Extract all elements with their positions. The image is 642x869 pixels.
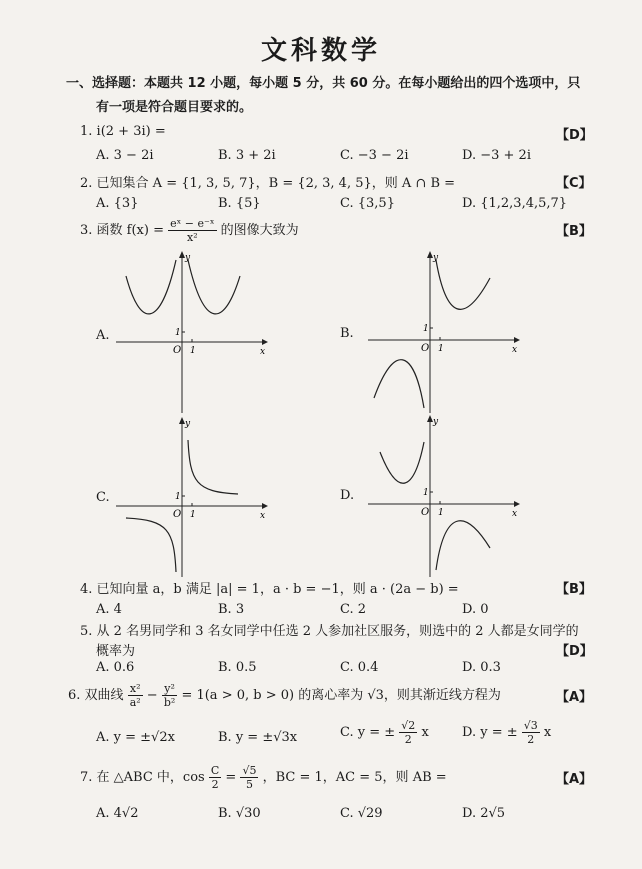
q6-option-c-post: x [421,725,429,740]
q6-fraction-x-den: a² [129,696,141,709]
q7-fraction-root-num: √5 [242,764,257,777]
q7-answer: 【A】 [556,772,593,787]
q3-fraction [168,217,216,244]
tick-x-label: 1 [190,510,196,520]
origin-label: O [421,507,430,518]
tick-x-label: 1 [438,344,444,354]
q2-option-d: D. {1,2,3,4,5,7} [462,196,568,211]
q6-option-c-pre: C. y = ± [340,725,396,740]
q5-stem: 5. 从 2 名男同学和 3 名女同学中任选 2 人参加社区服务，则选中的 2 人都是女同学的 [80,624,579,639]
section-heading-cont: 有一项是符合题目要求的。 [96,100,253,115]
q7-stem [80,762,447,794]
q6-option-d-fraction [522,719,540,746]
tick-y-label: 1 [175,492,181,502]
q3-label-a: A. [96,328,110,343]
axis-y-label: y [185,253,191,263]
q7-option-c: C. √29 [340,806,383,821]
q6-minus: − [146,688,158,703]
q7-fraction-c-den: 2 [211,778,219,791]
q6-answer: 【A】 [556,690,593,705]
q5-stem-cont: 概率为 [96,644,136,659]
q1-option-d: D. −3 + 2i [462,148,531,163]
q2-stem: 2. 已知集合 A = {1, 3, 5, 7}，B = {2, 3, 4, 5}，则 A ∩ B = [80,176,456,191]
q5-option-a: A. 0.6 [96,660,135,675]
q1-option-a: A. 3 − 2i [96,148,154,163]
q6-option-d-num: √3 [523,719,538,732]
q5-option-b: B. 0.5 [218,660,257,675]
q6-stem [68,680,501,712]
q3-graph-a [112,248,272,418]
axis-y-label: y [433,253,439,263]
q6-option-c-num: √2 [401,719,416,732]
q6-fraction-y-num: y² [162,682,177,696]
tick-y-label: 1 [423,324,429,334]
q4-option-a: A. 4 [96,602,122,617]
q6-fraction-x-num: x² [128,682,143,696]
q7-equals: = [225,770,237,785]
q6-option-d-post: x [543,725,552,740]
q3-graph-c [112,412,272,582]
q5-option-d: D. 0.3 [462,660,501,675]
q2-option-b: B. {5} [218,196,261,211]
q3-graph-d [364,412,524,582]
axis-x-label: x [512,345,518,355]
q3-label-d: D. [340,488,355,503]
q1-option-c: C. −3 − 2i [340,148,409,163]
tick-y-label: 1 [175,328,181,338]
q5-option-c: C. 0.4 [340,660,379,675]
tick-y-label: 1 [423,488,429,498]
q5-answer: 【D】 [556,644,593,659]
q7-fraction-root-den: 5 [245,778,253,791]
axis-x-label: x [260,511,266,521]
q3-fraction-numerator: eˣ − e⁻ˣ [170,217,215,230]
q3-fraction-denominator: x² [187,231,198,244]
axis-x-label: x [260,347,266,357]
q4-option-c: C. 2 [340,602,367,617]
q6-option-b: B. y = ±√3x [218,730,298,745]
q6-fraction-y-den: b² [163,696,176,709]
axis-y-label: y [185,419,191,429]
q7-fraction-c [209,764,221,791]
q3-stem [80,216,299,246]
q6-option-d-den: 2 [527,733,535,746]
q2-option-a: A. {3} [96,196,139,211]
q7-fraction-c-num: C [210,764,220,777]
q1-answer: 【D】 [556,128,593,143]
tick-x-label: 1 [190,346,196,356]
q3-stem-pre: 3. 函数 f(x) = [80,223,164,238]
q6-fraction-y [162,682,177,709]
q3-graph-b [364,248,524,418]
q3-stem-post: 的图像大致为 [220,223,299,238]
q7-stem-pre: 7. 在 △ABC 中，cos [80,770,205,785]
q3-answer: 【B】 [556,224,592,239]
page-title: 文科数学 [260,36,381,66]
q7-option-b: B. √30 [218,806,261,821]
q6-stem-post: = 1(a > 0, b > 0) 的离心率为 √3，则其渐近线方程为 [181,688,501,703]
q6-option-c-fraction [399,719,417,746]
q7-option-a: A. 4√2 [96,806,139,821]
q3-label-b: B. [340,326,354,341]
q4-answer: 【B】 [556,582,592,597]
origin-label: O [173,509,182,520]
q4-stem: 4. 已知向量 a，b 满足 |a| = 1，a · b = −1，则 a · (2a − b) = [80,582,459,597]
origin-label: O [173,345,182,356]
tick-x-label: 1 [438,508,444,518]
origin-label: O [421,343,430,354]
q4-option-b: B. 3 [218,602,245,617]
q1-stem: 1. i(2 + 3i) = [80,124,166,139]
q7-fraction-root [240,764,258,791]
q6-stem-pre: 6. 双曲线 [68,688,124,703]
q6-option-d-pre: D. y = ± [462,725,518,740]
q6-option-c [340,718,429,748]
q1-option-b: B. 3 + 2i [218,148,276,163]
q4-option-d: D. 0 [462,602,489,617]
q2-answer: 【C】 [556,176,592,191]
q6-option-d [462,718,551,748]
q7-stem-post: ，BC = 1，AC = 5，则 AB = [262,770,447,785]
q2-option-c: C. {3,5} [340,196,395,211]
axis-y-label: y [433,417,439,427]
axis-x-label: x [512,509,518,519]
section-heading: 一、选择题：本题共 12 小题，每小题 5 分，共 60 分。在每小题给出的四个选项中，只 [66,76,581,91]
q3-label-c: C. [96,490,110,505]
q6-option-c-den: 2 [404,733,412,746]
q6-fraction-x [128,682,143,709]
q7-option-d: D. 2√5 [462,806,506,821]
q6-option-a: A. y = ±√2x [96,730,175,745]
